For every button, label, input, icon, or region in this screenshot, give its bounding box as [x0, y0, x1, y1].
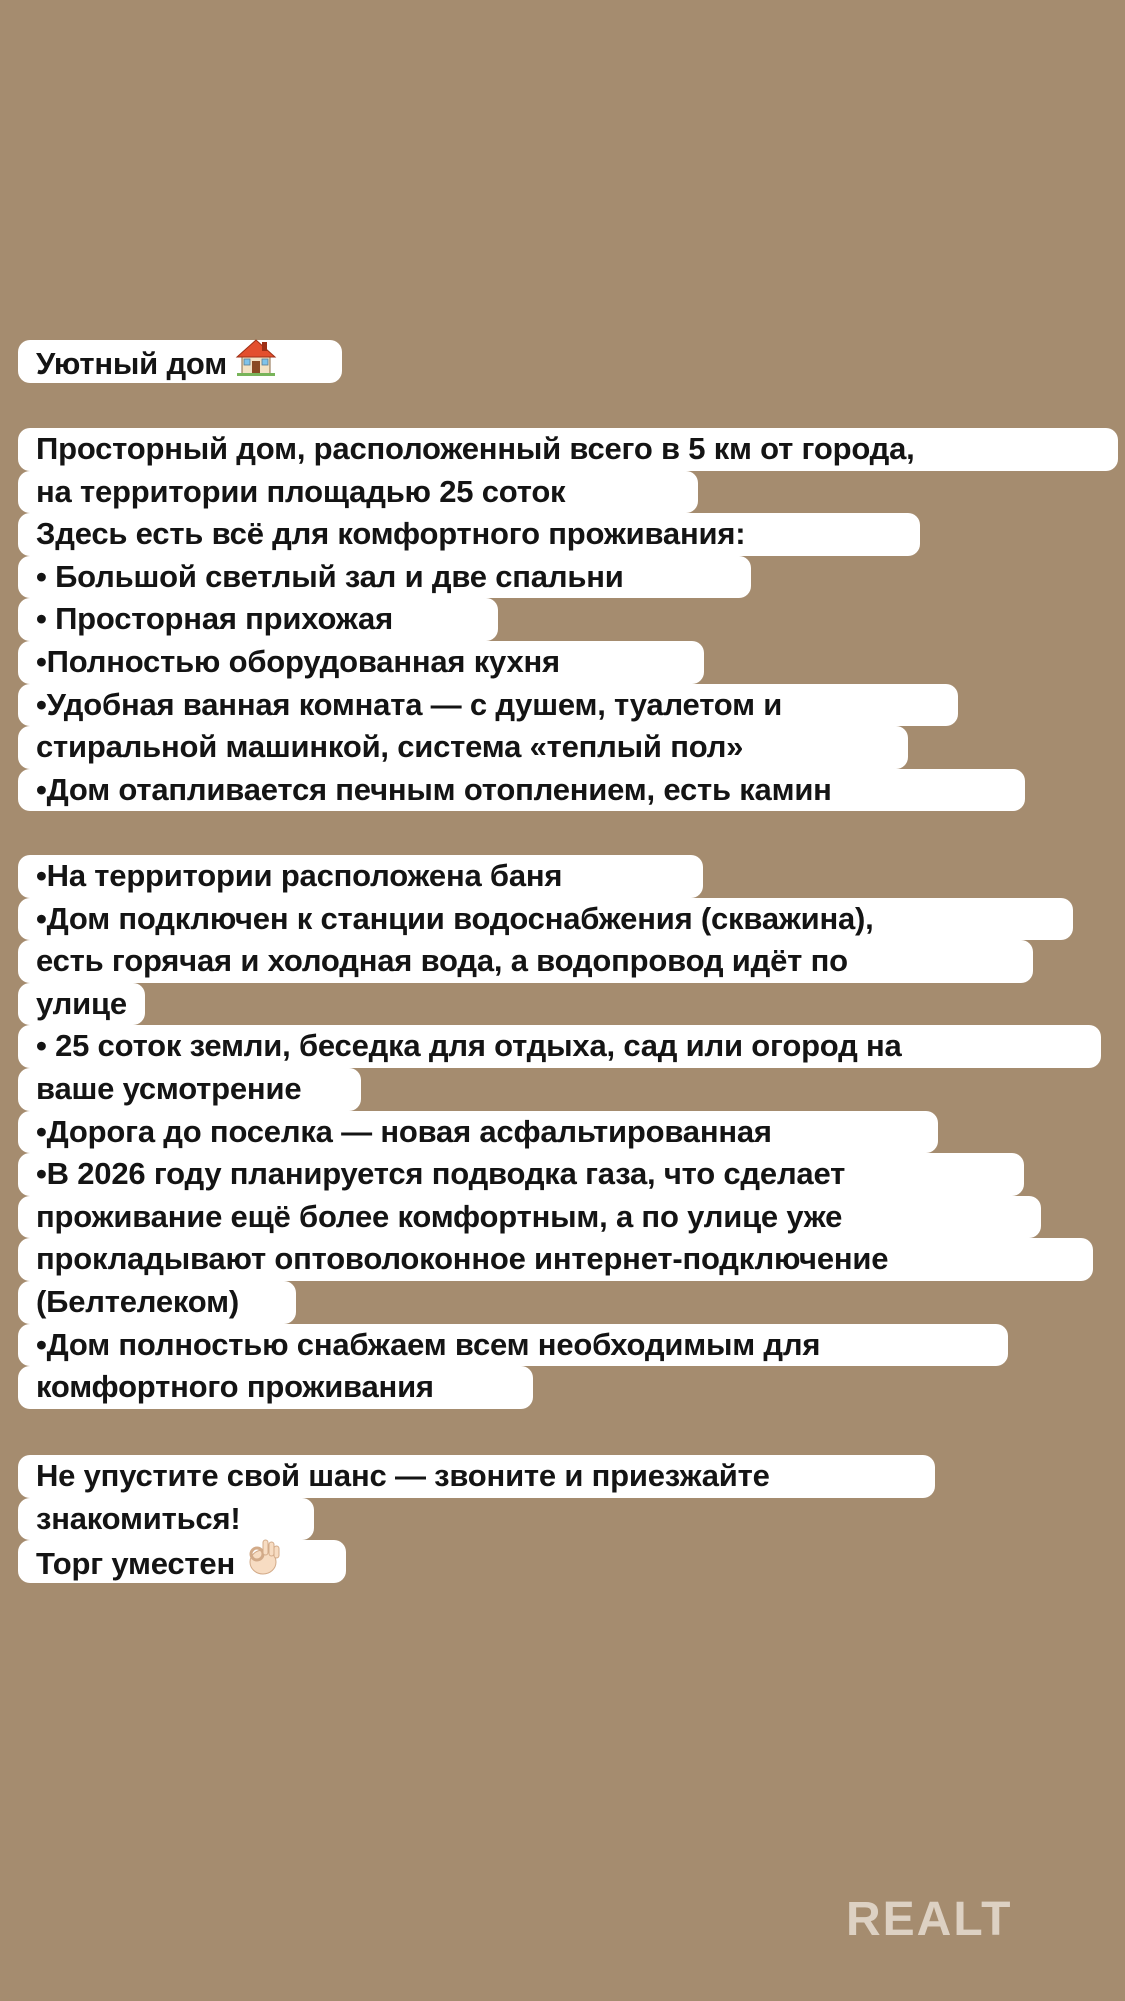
line-text: на территории площадью 25 соток — [36, 473, 566, 509]
line-text: Просторный дом, расположенный всего в 5 км от города, — [36, 431, 915, 466]
line-text: •Дом отапливается печным отоплением, есть камин — [36, 771, 832, 807]
line-text: стиральной машинкой, система «теплый пол» — [36, 729, 744, 765]
line-text: •Полностью оборудованная кухня — [36, 643, 560, 679]
watermark-text: REALT — [846, 1893, 1013, 1946]
line-text: •В 2026 году планируется подводка газа, что сделает — [36, 1156, 846, 1192]
line-text: знакомиться! — [36, 1500, 241, 1536]
line-text: прокладывают оптоволоконное интернет-подключение — [36, 1241, 889, 1277]
line-text: (Белтелеком) — [36, 1283, 239, 1319]
realt-watermark — [846, 1892, 1012, 1948]
line-text: комфортного проживания — [36, 1369, 434, 1405]
line-text: •На территории расположена баня — [36, 858, 563, 893]
line-text: •Дорога до поселка — новая асфальтированная — [36, 1113, 772, 1149]
line-text: •Удобная ванная комната — с душем, туалетом и — [36, 686, 783, 722]
line-text: проживание ещё более комфортным, а по улице уже — [36, 1198, 843, 1234]
line-text: • Большой светлый зал и две спальни — [36, 558, 624, 594]
line-text: есть горячая и холодная вода, а водопровод идёт по — [36, 943, 848, 979]
line-text: • 25 соток земли, беседка для отдыха, сад или огород на — [36, 1028, 902, 1064]
line-text: улице — [36, 985, 127, 1021]
line-text: Здесь есть всё для комфортного проживания: — [36, 516, 746, 552]
line-text: Не упустите свой шанс — звоните и приезжайте — [36, 1458, 770, 1493]
line-text: • Просторная прихожая — [36, 601, 393, 637]
line-text: •Дом подключен к станции водоснабжения (скважина), — [36, 900, 874, 936]
line-text: Торг уместен — [36, 1546, 235, 1582]
line-text: •Дом полностью снабжаем всем необходимым для — [36, 1326, 821, 1362]
house-emoji-icon — [235, 337, 277, 389]
line-text: Уютный дом — [36, 345, 227, 381]
line-text: ваше усмотрение — [36, 1070, 302, 1106]
ok-hand-emoji-icon — [243, 1537, 283, 1589]
